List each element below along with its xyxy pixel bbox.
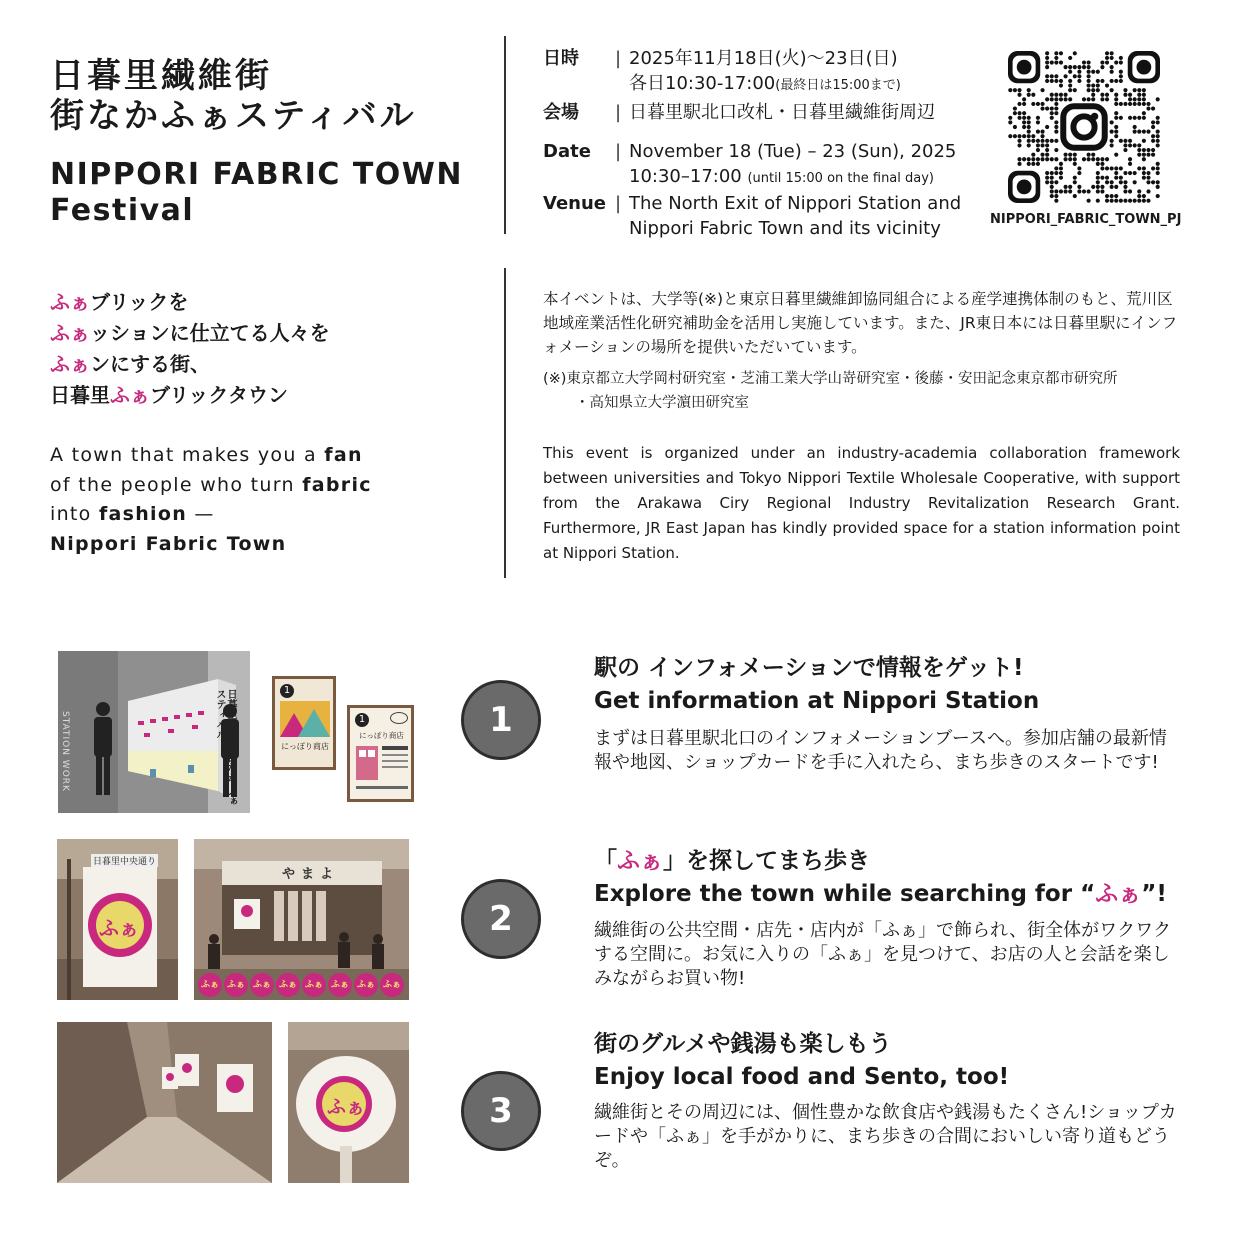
slogan-en-bold: fashion	[98, 503, 188, 525]
date-jp-label: 日時	[543, 48, 579, 69]
venue-en-label: Venue	[543, 193, 606, 214]
date-jp-row	[543, 46, 993, 98]
step-number-1: 1	[461, 680, 541, 760]
separator: |	[615, 141, 622, 162]
fa-garland-badge: ふぁ	[354, 973, 378, 997]
title-accent: ふぁ	[617, 848, 663, 874]
uchiwa-fan-photo	[288, 1022, 409, 1183]
slogan-jp-line	[50, 349, 330, 380]
slogan-jp-line	[50, 380, 330, 411]
instagram-qr-code[interactable]	[1008, 51, 1160, 203]
step-3-title-jp: 街のグルメや銭湯も楽しもう	[594, 1031, 892, 1057]
fa-fan-mark: ふぁ	[327, 1096, 366, 1118]
card-stamp	[390, 712, 408, 724]
title-en-line1: NIPPORI FABRIC TOWN	[50, 157, 463, 192]
title-jp-line1: 日暮里繊維街	[50, 56, 272, 96]
step-2-title-jp: 「ふぁ」を探してまち歩き	[594, 848, 870, 874]
qr-finder-instagram-icon	[1008, 51, 1040, 83]
fa-garland	[198, 973, 409, 997]
step-number-2: 2	[461, 879, 541, 959]
shop-card	[347, 705, 414, 802]
venue-jp-row	[543, 100, 993, 125]
time-jp-note: (最終日は15:00まで)	[775, 78, 901, 93]
venue-en-row	[543, 191, 993, 241]
step-1-title	[594, 652, 1214, 718]
venue-en-line1: The North Exit of Nippori Station and	[629, 193, 962, 214]
step-3-title	[594, 1028, 1214, 1094]
fa-garland-badge: ふぁ	[276, 973, 300, 997]
note-line2: ・高知県立大学濵田研究室	[575, 395, 749, 411]
street-banner-photo	[57, 839, 178, 1000]
separator: |	[615, 48, 622, 69]
card-number: 1	[355, 713, 369, 727]
description-jp: 本イベントは、大学等(※)と東京日暮里繊維卸協同組合による産学連携体制のもと、荒川区地域産業活性化研究補助金を活用し実施しています。また、JR東日本には日暮里駅にインフォメーションの場所を提供いただいています。	[543, 290, 1178, 356]
step-3-text: 繊維街とその周辺には、個性豊かな飲食店や銭湯もたくさん!ショップカードや「ふぁ」を手がかりに、まち歩きの合間においしい寄り道もどうぞ。	[594, 1102, 1177, 1171]
qr-finder-instagram-icon	[1128, 51, 1160, 83]
date-en-row	[543, 139, 993, 191]
step-2-title-en: Explore the town while searching for “ふぁ”!	[594, 881, 1167, 907]
time-jp-value: 各日10:30-17:00	[629, 73, 776, 94]
event-title-jp	[50, 56, 417, 136]
fa-garland-badge: ふぁ	[302, 973, 326, 997]
separator: |	[615, 193, 622, 214]
fa-garland-badge: ふぁ	[250, 973, 274, 997]
card-shop-name: にっぽり商店	[281, 742, 329, 751]
slogan-en-bold: fan	[324, 444, 363, 466]
slogan-accent: ふぁ	[50, 352, 90, 376]
slogan-accent: ふぁ	[110, 383, 150, 407]
booth-sign: 日暮里繊維街 街なか ふぁスティバル	[214, 689, 236, 806]
date-jp-value: 2025年11月18日(火)〜23日(日)	[629, 48, 898, 69]
slogan-en-bold: fabric	[302, 473, 372, 496]
description-note	[543, 367, 1180, 415]
slogan-text: ッションに仕立てる人々を	[90, 321, 330, 345]
venue-jp-label: 会場	[543, 102, 579, 123]
time-en-value: 10:30–17:00	[629, 166, 742, 187]
slogan-jp-line	[50, 287, 330, 318]
fa-garland-badge: ふぁ	[224, 973, 248, 997]
card-shop-name: にっぽり商店	[359, 731, 404, 740]
title-accent: ふぁ	[1095, 881, 1142, 907]
step-1-title-jp: 駅の インフォメーションで情報をゲット!	[594, 655, 1024, 681]
fa-garland-badge: ふぁ	[380, 973, 404, 997]
step-1-title-en: Get information at Nippori Station	[594, 688, 1040, 714]
date-en-value: November 18 (Tue) – 23 (Sun), 2025	[629, 141, 957, 162]
slogan-en-text: into	[50, 503, 99, 525]
event-title-en	[50, 157, 463, 229]
slogan-accent: ふぁ	[50, 321, 90, 345]
divider-top	[504, 36, 506, 234]
fa-garland-badge: ふぁ	[328, 973, 352, 997]
slogan-text: ブリックを	[90, 290, 189, 314]
step-2-text: 繊維街の公共空間・店先・店内が「ふぁ」で飾られ、街全体がワクワクする空間に。お気に入りの「ふぁ」を見つけて、お店の人と会話を楽しみながらお買い物!	[594, 920, 1172, 989]
title-jp-line2: 街なかふぁスティバル	[50, 96, 417, 136]
slogan-en-text: of the people who turn	[50, 473, 303, 496]
alley-photo	[57, 1022, 272, 1183]
station-booth-photo	[58, 651, 250, 813]
slogan-en-bold: Nippori Fabric Town	[50, 532, 287, 555]
divider-middle	[504, 268, 506, 578]
time-en-note: (until 15:00 on the final day)	[747, 171, 934, 186]
instagram-handle: NIPPORI_FABRIC_TOWN_PJ	[990, 212, 1182, 227]
event-info	[543, 46, 993, 241]
venue-en-line2: Nippori Fabric Town and its vicinity	[629, 218, 941, 239]
slogan-en	[50, 441, 372, 559]
card-number: 1	[280, 684, 294, 698]
description-en: This event is organized under an industry-academia collaboration framework between universities and Tokyo Nippori Textile Wholesale Cooperative, with support from the Arakawa Ciry Regional Industry Revitalization Research Grant. Furthermore, JR East Japan has kindly provided space for a station information point at Nippori Station.	[543, 444, 1180, 562]
fa-garland-badge: ふぁ	[198, 973, 222, 997]
slogan-jp	[50, 287, 330, 411]
date-en-label: Date	[543, 141, 591, 162]
slogan-en-text: —	[187, 503, 215, 525]
fa-banner-mark: ふぁ	[99, 916, 139, 940]
note-line1: (※)東京都立大学岡村研究室・芝浦工業大学山嵜研究室・後藤・安田記念東京都市研究所	[543, 371, 1118, 387]
qr-finder-instagram-icon	[1008, 171, 1040, 203]
step-3-title-en: Enjoy local food and Sento, too!	[594, 1064, 1010, 1090]
slogan-text: ブリックタウン	[150, 383, 288, 407]
slogan-accent: ふぁ	[50, 290, 90, 314]
separator: |	[615, 102, 622, 123]
slogan-jp-line	[50, 318, 330, 349]
venue-jp-value: 日暮里駅北口改札・日暮里繊維街周辺	[629, 102, 935, 123]
step-2-title	[594, 845, 1214, 911]
slogan-en-text: A town that makes you a	[50, 444, 325, 466]
station-sign: STATION WORK	[60, 711, 70, 792]
slogan-text: ンにする街、	[90, 352, 210, 376]
slogan-text: 日暮里	[50, 383, 110, 407]
title-en-line2: Festival	[50, 193, 195, 228]
shopfront-photo	[194, 839, 409, 1000]
shop-card	[272, 676, 336, 770]
shop-sign: やまよ	[282, 867, 340, 882]
step-number-3: 3	[461, 1071, 541, 1151]
step-1-text: まずは日暮里駅北口のインフォメーションブースへ。参加店舗の最新情報や地図、ショップカードを手に入れたら、まち歩きのスタートです!	[594, 728, 1167, 773]
street-sign: 日暮里中央通り	[91, 854, 158, 867]
instagram-icon	[1059, 102, 1110, 153]
